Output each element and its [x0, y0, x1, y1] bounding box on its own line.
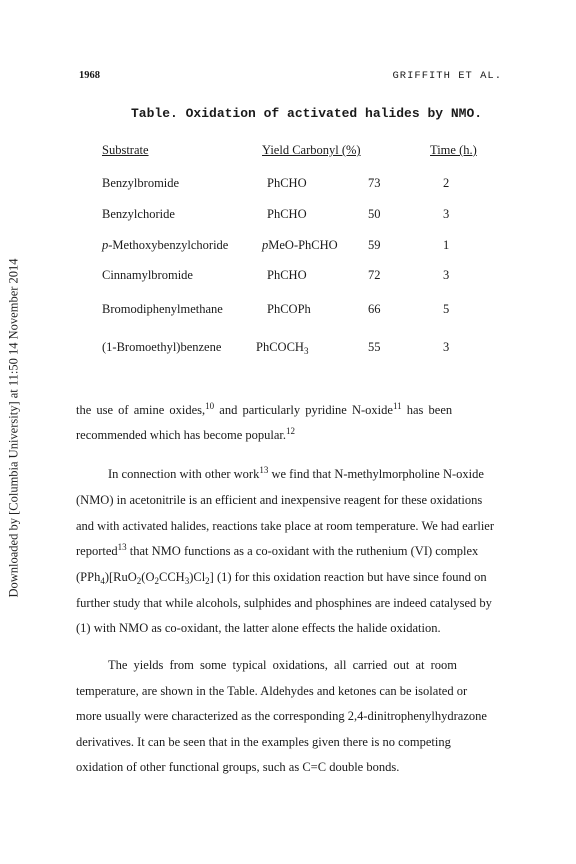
cell-yield: 72 [368, 268, 381, 282]
text-line [76, 403, 452, 418]
text-span: that NMO functions as a co-oxidant with the ruthenium (VI) complex [126, 544, 479, 558]
cell-substrate: p-Methoxybenzylchoride [102, 238, 229, 252]
text-span: (O [141, 570, 155, 584]
cell-substrate: Bromodiphenylmethane [102, 302, 223, 316]
cell-yield: 50 [368, 207, 381, 221]
text-span: CCH [158, 570, 185, 584]
subscript: 3 [184, 576, 190, 586]
text-line: further study that while alcohols, sulphides and phosphines are indeed catalysed by [76, 596, 492, 610]
text-line: temperature, are shown in the Table. Aldehydes and ketones can be isolated or [76, 684, 468, 698]
text-line: (1) with NMO as co-oxidant, the latter alone effects the halide oxidation. [76, 621, 441, 635]
text-line: more usually were characterized as the corresponding 2,4-dinitrophenylhydrazone [76, 709, 487, 723]
page-number: 1968 [79, 70, 100, 81]
cell-yield: 73 [368, 176, 381, 190]
text-line: and with activated halides, reactions take place at room temperature. We had earlier [76, 519, 495, 533]
table-title: Table. Oxidation of activated halides by NMO. [131, 106, 483, 121]
text-line [76, 544, 478, 559]
text-span: recommended which has become popular. [76, 428, 286, 442]
text-line [76, 570, 487, 585]
text-span: In connection with other work [108, 467, 260, 481]
text-span: we find that N-methylmorpholine N-oxide [268, 467, 484, 481]
cell-product: pMeO-PhCHO [262, 238, 338, 252]
column-header-yield: Yield Carbonyl (%) [262, 143, 361, 157]
citation: 13 [259, 465, 269, 475]
subscript: 2 [136, 576, 142, 586]
running-head: GRIFFITH ET AL. [392, 70, 502, 82]
cell-substrate: (1-Bromoethyl)benzene [102, 340, 222, 354]
text-span: and particularly pyridine N-oxide [214, 403, 393, 417]
text-line: oxidation of other functional groups, such as C=C double bonds. [76, 760, 400, 774]
subscript: 2 [154, 576, 159, 586]
subscript: 2 [205, 576, 210, 586]
citation: 10 [205, 401, 215, 411]
text-span: (PPh [76, 570, 101, 584]
text-span: )Cl [189, 570, 206, 584]
text-span: )[RuO [104, 570, 137, 584]
subscript: 4 [100, 576, 105, 586]
cell-product: PhCOCH$_3$ [256, 340, 309, 356]
cell-product: PhCOPh [267, 302, 311, 316]
download-watermark-text: Downloaded by [Columbia University] at 11:50 14 November 2014 [6, 258, 21, 598]
citation: 11 [392, 401, 402, 411]
cell-yield: 59 [368, 238, 381, 252]
cell-time: 2 [443, 176, 450, 190]
cell-time: 1 [443, 238, 450, 252]
cell-product: PhCHO [267, 268, 307, 282]
text-line: The yields from some typical oxidations, all carried out at room [108, 658, 458, 672]
citation: 13 [117, 542, 127, 552]
text-line [76, 428, 295, 443]
cell-time: 5 [443, 302, 450, 316]
cell-substrate: Benzylchoride [102, 207, 175, 221]
text-line: derivatives. It can be seen that in the examples given there is no competing [76, 735, 451, 749]
cell-yield: 55 [368, 340, 381, 354]
cell-substrate: Benzylbromide [102, 176, 180, 190]
cell-time: 3 [443, 207, 450, 221]
text-span: reported [76, 544, 118, 558]
cell-product: PhCHO [267, 176, 307, 190]
text-line [108, 467, 484, 482]
cell-time: 3 [443, 340, 450, 354]
cell-substrate: Cinnamylbromide [102, 268, 193, 282]
cell-product: PhCHO [267, 207, 307, 221]
citation: 12 [286, 426, 295, 436]
text-span: has been [401, 403, 453, 417]
text-line: (NMO) in acetonitrile is an efficient and inexpensive reagent for these oxidations [76, 493, 483, 507]
text-span: ] (1) for this oxidation reaction but have since found on [209, 570, 487, 584]
text-span: the use of amine oxides, [76, 403, 206, 417]
column-header-time: Time (h.) [430, 143, 477, 157]
cell-time: 3 [443, 268, 450, 282]
column-header-substrate: Substrate [102, 143, 149, 157]
cell-yield: 66 [368, 302, 381, 316]
download-watermark [2, 228, 26, 628]
